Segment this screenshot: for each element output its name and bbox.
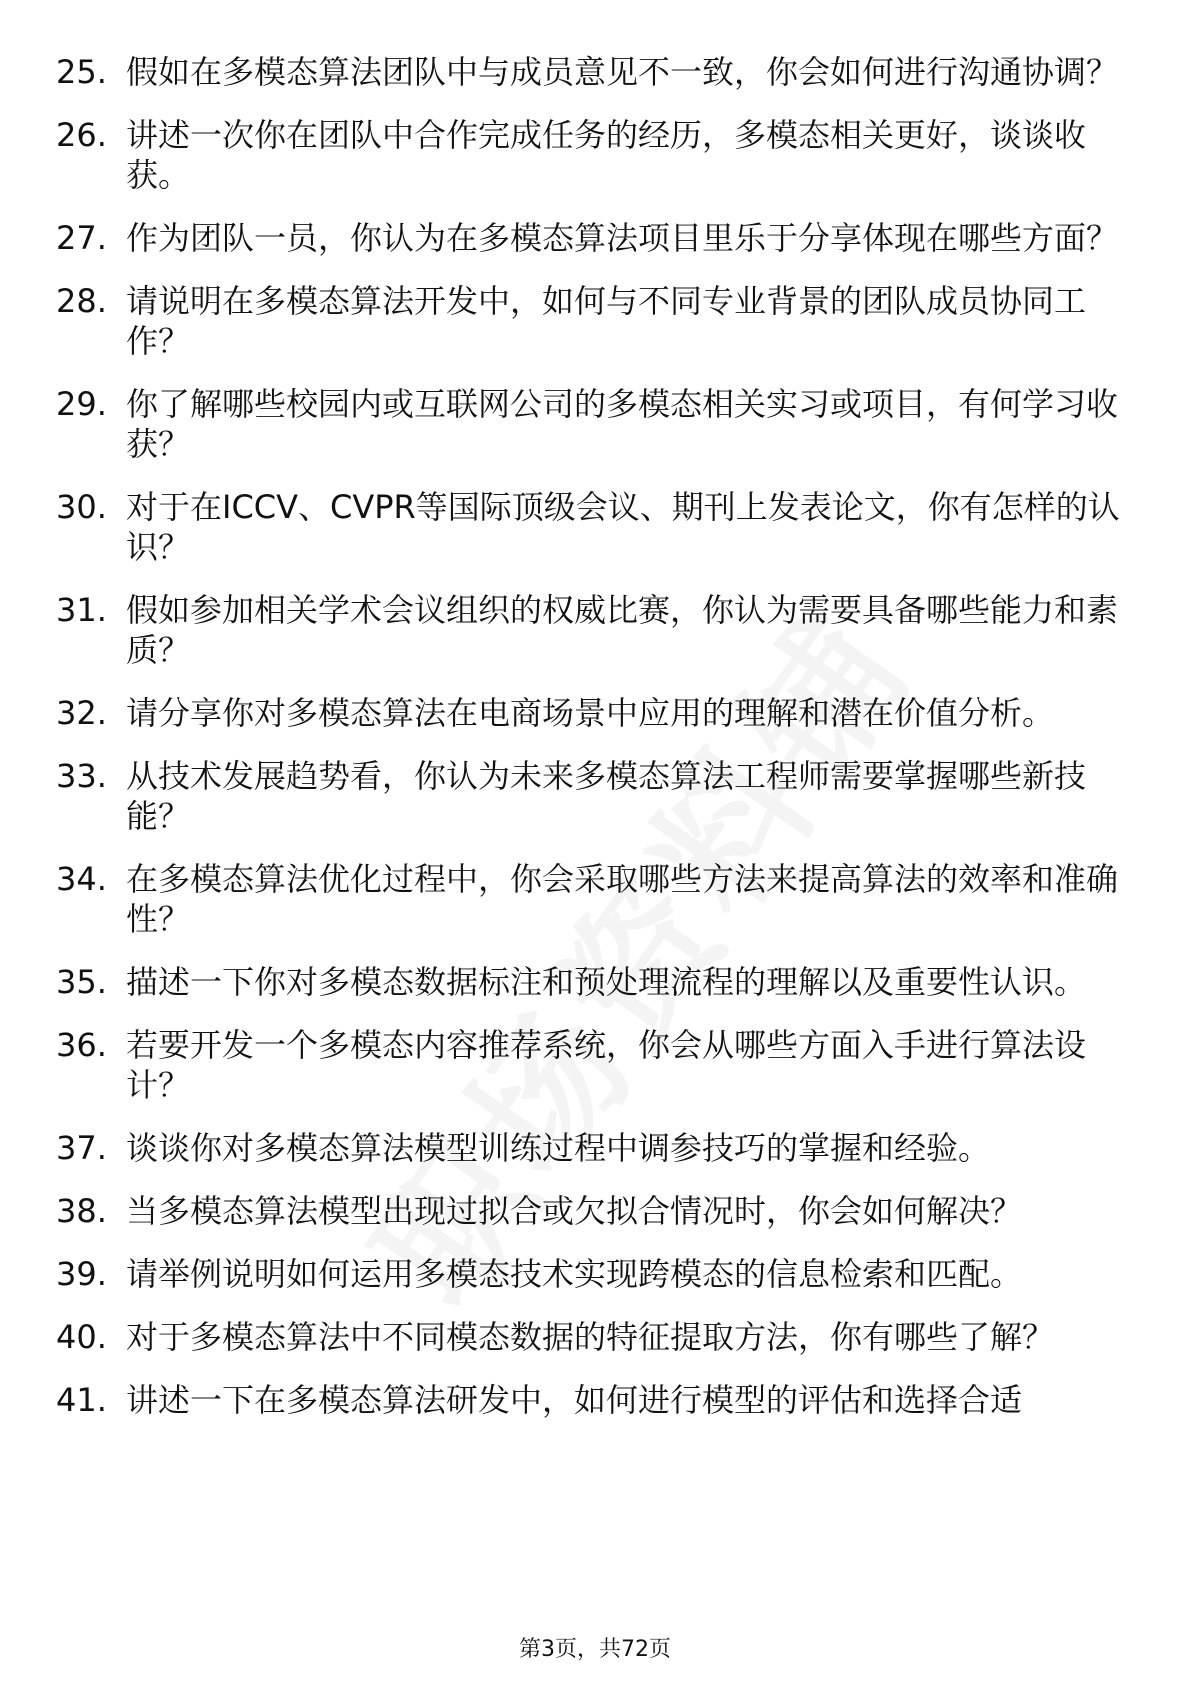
question-number: 31. — [56, 591, 107, 629]
question-text: 谈谈你对多模态算法模型训练过程中调参技巧的掌握和经验。 — [126, 1129, 991, 1167]
question-number: 25. — [56, 53, 107, 91]
question-text: 对于在ICCV、CVPR等国际顶级会议、期刊上发表论文，你有怎样的认识？ — [126, 488, 1120, 566]
list-item — [56, 384, 1136, 464]
question-number: 29. — [56, 385, 107, 423]
question-number: 30. — [56, 488, 107, 526]
question-number: 38. — [56, 1192, 107, 1230]
list-item — [56, 487, 1136, 567]
list-item — [56, 115, 1136, 195]
page-number-footer: 第3页，共72页 — [519, 1637, 671, 1662]
question-number: 26. — [56, 116, 107, 154]
list-item — [56, 1380, 1136, 1420]
question-text: 讲述一下在多模态算法研发中，如何进行模型的评估和选择合适 — [126, 1381, 1023, 1419]
list-item — [56, 1128, 1136, 1168]
list-item — [56, 218, 1136, 258]
question-text: 你了解哪些校园内或互联网公司的多模态相关实习或项目，有何学习收获？ — [126, 385, 1119, 463]
question-text: 请分享你对多模态算法在电商场景中应用的理解和潜在价值分析。 — [126, 694, 1055, 732]
list-item — [56, 1317, 1136, 1357]
question-text: 请举例说明如何运用多模态技术实现跨模态的信息检索和匹配。 — [126, 1255, 1023, 1293]
question-number: 27. — [56, 219, 107, 257]
list-item — [56, 52, 1136, 92]
question-text: 假如参加相关学术会议组织的权威比赛，你认为需要具备哪些能力和素质？ — [126, 591, 1119, 669]
question-text: 从技术发展趋势看，你认为未来多模态算法工程师需要掌握哪些新技能？ — [126, 757, 1087, 835]
question-text: 当多模态算法模型出现过拟合或欠拟合情况时，你会如何解决？ — [126, 1192, 1023, 1230]
question-number: 34. — [56, 860, 107, 898]
question-text: 在多模态算法优化过程中，你会采取哪些方法来提高算法的效率和准确性？ — [126, 860, 1119, 938]
question-number: 41. — [56, 1381, 107, 1419]
list-item — [56, 1025, 1136, 1105]
list-item — [56, 1191, 1136, 1231]
question-text: 讲述一次你在团队中合作完成任务的经历，多模态相关更好，谈谈收获。 — [126, 116, 1087, 194]
question-number: 37. — [56, 1129, 107, 1167]
question-number: 32. — [56, 694, 107, 732]
list-item — [56, 693, 1136, 733]
list-item — [56, 962, 1136, 1002]
question-text: 假如在多模态算法团队中与成员意见不一致，你会如何进行沟通协调？ — [126, 53, 1119, 91]
question-text: 作为团队一员，你认为在多模态算法项目里乐于分享体现在哪些方面？ — [126, 219, 1119, 257]
list-item — [56, 1254, 1136, 1294]
question-text: 对于多模态算法中不同模态数据的特征提取方法，你有哪些了解？ — [126, 1318, 1055, 1356]
question-number: 28. — [56, 282, 107, 320]
question-number: 39. — [56, 1255, 107, 1293]
question-list — [56, 52, 1136, 1443]
question-number: 36. — [56, 1026, 107, 1064]
list-item — [56, 590, 1136, 670]
list-item — [56, 756, 1136, 836]
question-text: 描述一下你对多模态数据标注和预处理流程的理解以及重要性认识。 — [126, 963, 1087, 1001]
question-text: 请说明在多模态算法开发中，如何与不同专业背景的团队成员协同工作？ — [126, 282, 1087, 360]
question-text: 若要开发一个多模态内容推荐系统，你会从哪些方面入手进行算法设计？ — [126, 1026, 1087, 1104]
list-item — [56, 859, 1136, 939]
question-number: 33. — [56, 757, 107, 795]
list-item — [56, 281, 1136, 361]
question-number: 40. — [56, 1318, 107, 1356]
question-number: 35. — [56, 963, 107, 1001]
